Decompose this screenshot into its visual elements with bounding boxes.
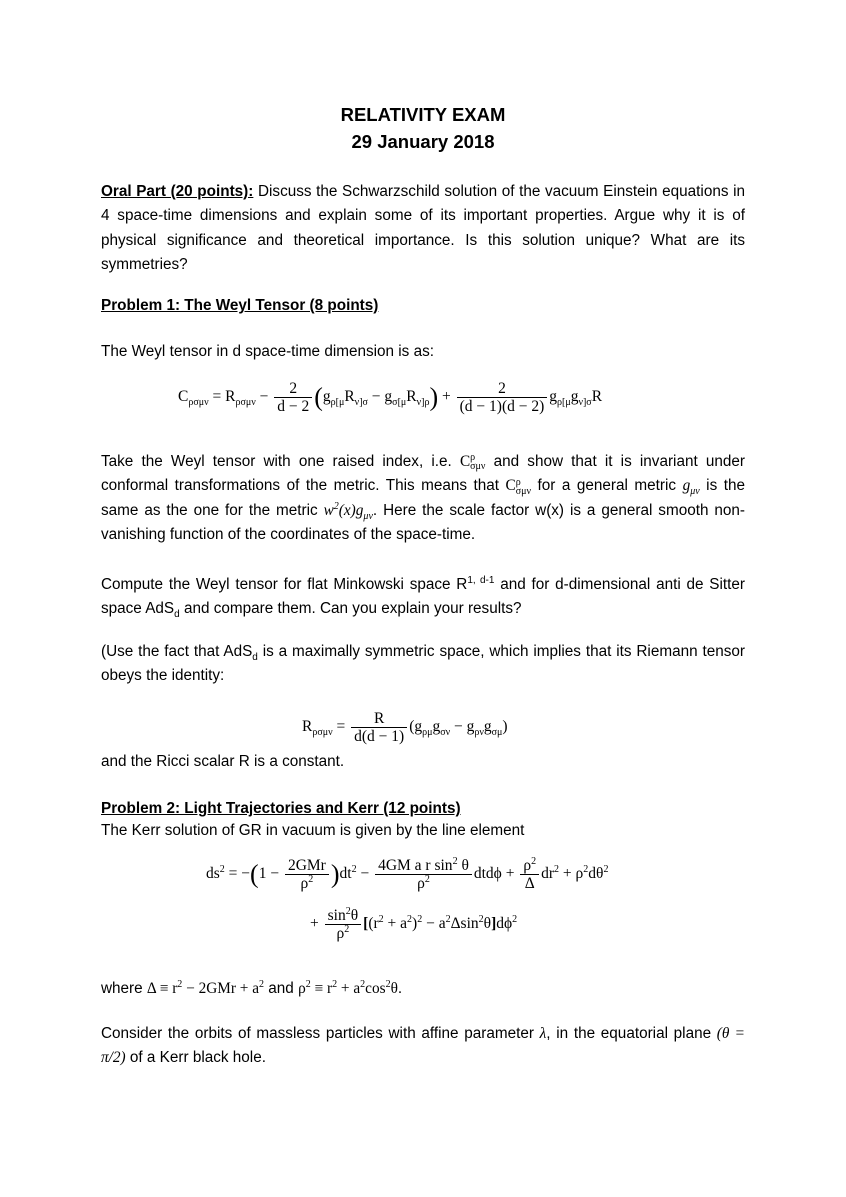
problem1-paragraph-2: Compute the Weyl tensor for flat Minkowski space R$^{1, d-1}$ and for d-dimensional anti de Sitter space AdS$_d$ and compare them. Can you explain your results?	[101, 574, 745, 621]
problem1-heading-block	[101, 294, 745, 318]
affine-parameter-symbol: λ	[539, 1025, 547, 1042]
oral-part-text: Discuss the Schwarzschild solution of the vacuum Einstein equations in 4 space-time dimensions and explain some of its important properties. Argue why it is of physical significance and theoretical importance. Is this solution unique? What are its symmetries?	[101, 183, 745, 273]
equatorial-plane-condition: (θ = π/2)	[101, 1025, 745, 1067]
problem1-paragraph-3: (Use the fact that AdS$_d$ is a maximally symmetric space, which implies that its Riemann tensor obeys the identity:	[101, 643, 745, 685]
problem2-intro: The Kerr solution of GR in vacuum is given by the line element	[101, 822, 525, 839]
exam-date: 29 January 2018	[351, 131, 495, 152]
weyl-raised-index-symbol: Cρ σμν	[459, 452, 486, 473]
exam-title: RELATIVITY EXAM	[340, 104, 506, 125]
rho-definition: $\rho^2 \equiv r^2 + a^2\cos^2\theta$	[298, 978, 398, 997]
metric-symbol: $g_{\mu\nu}$	[682, 477, 700, 498]
conformal-metric-symbol: $w^2(x)g_{\mu\nu}$	[323, 500, 373, 522]
problem2-heading-block	[101, 797, 745, 821]
problem2-heading: Problem 2: Light Trajectories and Kerr (12 points)	[101, 800, 461, 817]
kerr-definitions: where $\Delta \equiv r^2 - 2GMr + a^2$ and $\rho^2 \equiv r^2 + a^2\cos^2\theta$.	[101, 978, 403, 997]
problem2-consider-paragraph: Consider the orbits of massless particles with affine parameter λ, in the equatorial plane (θ = π/2) of a Kerr black hole.	[101, 1025, 745, 1067]
delta-definition: $\Delta \equiv r^2 - 2GMr + a^2$	[146, 978, 265, 997]
problem1-paragraph-1: Take the Weyl tensor with one raised index, i.e. Cρ σμν and show that it is invariant under conformal transformations of the metric. This means that Cρ σμν for a general metric $g_{\mu\nu}$ is the same as the one for the metric $w^2(x)g_{\mu\nu}$. Here the scale factor w(x) is a general smooth non-vanishing function of the coordinates of the space-time.	[101, 452, 746, 543]
problem1-heading: Problem 1: The Weyl Tensor (8 points)	[101, 297, 379, 314]
ricci-constant-note: and the Ricci scalar R is a constant.	[101, 753, 345, 770]
weyl-tensor-formula: $C_{\rho\sigma\mu\nu} = R_{\rho\sigma\mu\nu}$ − $\frac{2}{d - 2}$ $(g_{\rho[\mu}R_{\nu]\sigma} - g_{\sigma[\mu}R_{\nu]\rho})$ + $\frac{2}{(d - 1)(d - 2)}$ $g_{\rho[\mu}g_{\nu]\sigma}R$	[178, 380, 603, 415]
kerr-line-element-line1: $ds^2 = -(1$ − $\frac{\text{2GMr}}{\rho^2}$ )$dt^2$ − $\frac{4GM a r \sin^2 \theta}{\rho^2}$ dtdϕ + $\frac{\rho^2}{\Delta}$ $dr^2 + \rho^2d\theta^2$	[206, 855, 609, 892]
weyl-raised-index-symbol-2: Cρ σμν	[505, 476, 532, 497]
kerr-line-element-line2: + $\frac{\sin^2\theta}{\rho^2}$ $[(r^2 + a^2)^2 - a^2\Delta\sin^2\theta]d\phi^2$	[310, 905, 518, 942]
oral-part-paragraph	[101, 180, 745, 277]
problem1-intro: The Weyl tensor in d space-time dimension is as:	[101, 343, 434, 360]
riemann-identity-formula: $R_{\rho\sigma\mu\nu}$ = $\frac{R}{d(d - 1)}$ $(g_{\rho\mu}g_{\sigma\nu} - g_{\rho\nu}g_{\sigma\mu})$	[302, 710, 508, 745]
oral-part-heading: Oral Part (20 points):	[101, 183, 254, 200]
